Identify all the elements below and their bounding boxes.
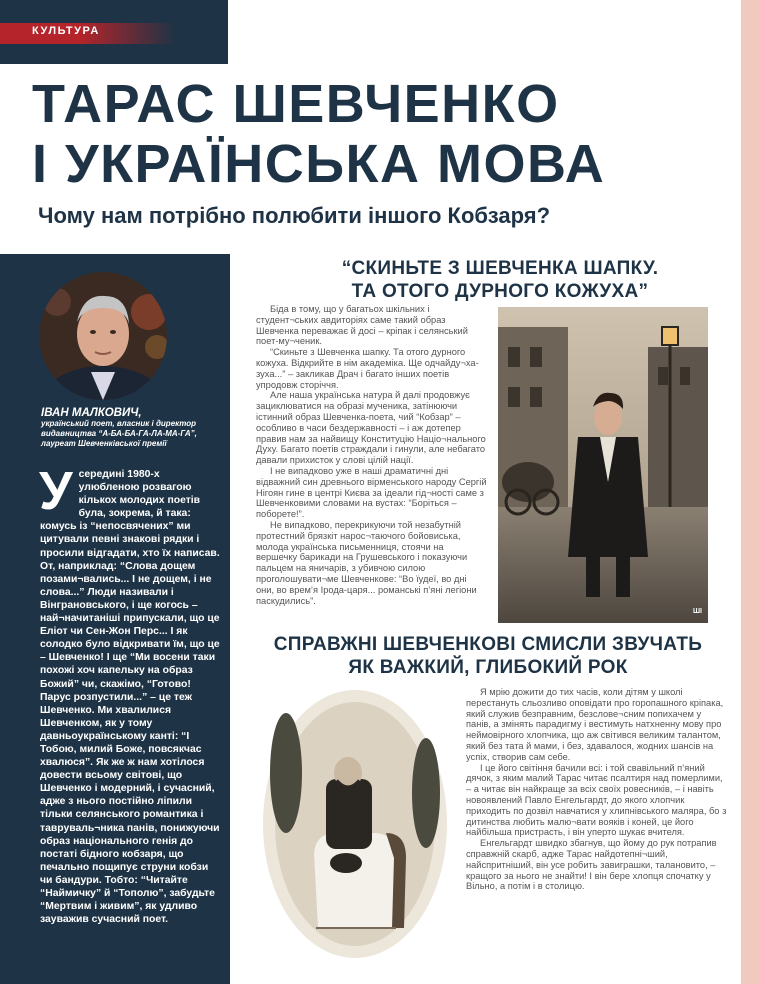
section-label: КУЛЬТУРА bbox=[32, 25, 100, 37]
section-2-paragraph: Я мрію дожити до тих часів, коли дітям у школі перестануть сльозливо оповідати про горопашного кріпака, який служив безправним, безслове¬сним попихачем у панів, а змінять парадигму і вестимуть натхненну мову про неймовірного хлопчика, що аж світився великим талантом, який без тата й мами, і без, здавалося, жодних шансів на успіх, створив сам себе. bbox=[466, 687, 724, 762]
section-tag bbox=[0, 0, 228, 64]
section-2-heading bbox=[248, 633, 728, 679]
author-portrait bbox=[39, 272, 167, 400]
left-column-text bbox=[39, 461, 222, 926]
drop-cap: У bbox=[39, 461, 73, 521]
section-1-paragraph: І не випадково уже в наші драматичні дні відважний син древнього вірменського народу Сергій Нігоян гине в центрі Києва за ідеали гід¬ності саме з Шевченковими словами на вустах: “Боріться – поборете!”. bbox=[256, 465, 487, 520]
section-1-heading bbox=[290, 257, 710, 303]
author-name: ІВАН МАЛКОВИЧ, bbox=[41, 407, 142, 419]
section-2-body bbox=[466, 687, 728, 892]
title-line-2: І УКРАЇНСЬКА МОВА bbox=[32, 134, 606, 194]
section-1-body bbox=[256, 304, 487, 606]
section-1-paragraph: Але наша українська натура й далі продовжує зациклюватися на образі мученика, затінюючи істинний образ Шевченка-поета, чий “Кобзар” – особливо в часи бездержавності – і аж дотепер правив нам за найвищу Конституцію Націо¬нального Духу. Багато поетів страждали і гинули, але небагато давали прихисток у слові цілій нації. bbox=[256, 390, 486, 466]
section-2-heading-line-2: ЯК ВАЖКИЙ, ГЛИБОКИЙ РОК bbox=[348, 657, 628, 678]
section-2-paragraph: Енгельгардт швидко збагнув, що йому до рук потрапив справжній скарб, адже Тарас найдотепні¬ший, найспритніший, він усе робить завиграшки, талановито, – кращого за нього не знайти! І він бере хлопця спочатку у Вільно, а потім і в столицю. bbox=[466, 838, 717, 892]
section-1-paragraph: Біда в тому, що у багатьох шкільних і студент¬ських авдиторіях саме такий образ Шевченка переважає й досі – кріпак і селянський поет-му¬ченик. bbox=[256, 304, 468, 347]
section-1-paragraph: Не випадково, перекрикуючи той незабутній протестний брязкіт нарос¬таючого бойовиська, молода українська письменниця, стоячи на вершечку барикади на Грушевського і показуючи пальцем на яничарів, з убивчою силою проголошувати¬ме Шевченкове: “Во їудеї, во дні они, во врем’я Ірода-царя... романські п’яні легіони паскудились”. bbox=[256, 519, 477, 606]
author-role: український поет, власник і директор видавництва “А-БА-БА-ГА-ЛА-МА-ГА”, лауреат Шевченківської премії bbox=[41, 419, 197, 448]
photo-caption: ШІ bbox=[693, 608, 702, 615]
shevchenko-street-photo bbox=[498, 307, 708, 623]
shevchenko-historic-photo bbox=[256, 683, 454, 965]
left-column-paragraph: середині 1980-х улюбленою розвагою кількох молодих поетів була, зокрема, й така: комусь із “непосвячених” ми цитували певні знакові рядки і просили відгадати, хто їх написав. От, наприклад: “Слова дощем позами¬вались... І не дощем, і не слова...” Люди називали і Вінграновського, і ще когось – най¬начитаніші припускали, що це Еліот чи Сен-Жон Перс... І як солодко було відкривати їм, що це – Шевченко! І ще “Ми восени таки похожі хоч капельку на образ Божий” чи, скажімо, “Готово! Парус розпустили...” – це теж Шевченко. Ми хвалилися Шевченком, як у тому давньоукраїнському канті: “І Тобою, милий Боже, повсякчас хвалюся”. Як же ж нам хотілося довести всьому світові, що Шевченко і модерний, і сучасний, адже з нього постійно ліпили тільки селянського романтика і тавруваль¬ника панів, понижуючи образ національного генія до постаті бідного кобзаря, що печально пощипує струни кобзи чи бандури. Тобто: “Читайте “Наймичку” й “Тополю”, забудьте “Мертвим і живим”, як удливо зауважив сучасний поет. bbox=[40, 469, 220, 926]
section-2-heading-line-1: СПРАВЖНІ ШЕВЧЕНКОВІ СМИСЛИ ЗВУЧАТЬ bbox=[273, 634, 703, 655]
section-2-paragraph: І це його світіння бачили всі: і той свавільний п’яний дячок, з яким малий Тарас читає псалтиря над померлими, – а читає він найкраще за всіх своїх ровесників, – і навіть новоявлений Павло Енгельгардт, до якого хлопчик приходить по дозвіл навчатися у хлипнівського маляра, бо з дитинства любить малю¬вати вояків і коней, це його найбільша пристрасть, і він уперто шукає вчителя. bbox=[466, 762, 727, 838]
decorative-side-strip bbox=[741, 0, 760, 984]
title-line-1: ТАРАС ШЕВЧЕНКО bbox=[32, 74, 560, 134]
section-1-heading-line-2: ТА ОТОГО ДУРНОГО КОЖУХА” bbox=[351, 281, 649, 302]
article-title bbox=[32, 74, 732, 194]
section-1-heading-line-1: “СКИНЬТЕ З ШЕВЧЕНКА ШАПКУ. bbox=[341, 258, 659, 279]
article-subtitle: Чому нам потрібно полюбити іншого Кобзаря? bbox=[38, 203, 551, 228]
section-1-paragraph: “Скиньте з Шевченка шапку. Та отого дурного кожуха. Відкрийте в нім академіка. Ще одчайду¬ха-зуха...” – закликав Драч і багато інших поетів упродовж сторіччя. bbox=[256, 347, 479, 390]
